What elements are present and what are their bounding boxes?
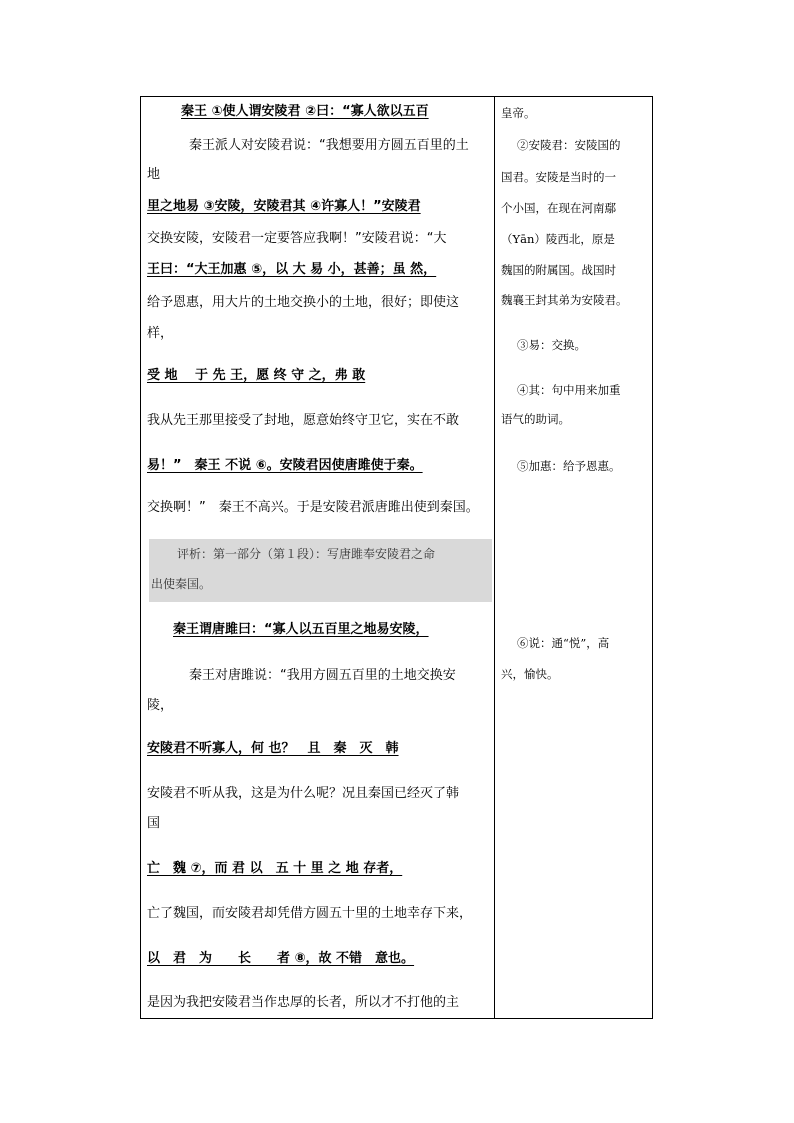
translation-line: 给予恩惠，用大片的土地交换小的土地，很好；即使这 [147,295,460,310]
annotation-table [140,96,653,1019]
translation-line: 亡了魏国，而安陵君却凭借方圆五十里的土地幸存下来， [147,906,473,921]
translation-line: 地 [147,167,161,182]
column-divider [494,97,495,1018]
note-line: 皇帝。 [501,106,536,120]
original-line: 王曰：“大王加惠 ⑤，以 大 易 小，甚善；虽 然， [147,262,437,277]
notes-column [501,97,649,1018]
translation-line: 秦王派人对安陵君说：“我想要用方圆五百里的土 [189,138,469,153]
translation-line: 我从先王那里接受了封地，愿意始终守卫它，实在不敢 [147,413,460,428]
note-line: 语气的助词。 [501,412,570,426]
note-line: ④其：句中用来加重 [517,383,621,397]
commentary-box [149,539,492,602]
original-line: 里之地易 ③安陵，安陵君其 ④许寡人！”安陵君 [147,199,421,214]
translation-line: 是因为我把安陵君当作忠厚的长者，所以才不打他的主 [147,995,460,1010]
note-line: ③易：交换。 [517,338,586,352]
note-line: 兴，愉快。 [501,667,559,681]
translation-line: 安陵君不听从我，这是为什么呢？况且秦国已经灭了韩 [147,786,460,801]
translation-line: 样， [147,326,174,341]
note-line: 魏国的附属国。战国时 [501,263,616,277]
original-line: 亡 魏 ⑦，而 君 以 五 十 里 之 地 存者， [147,861,403,876]
note-line: 个小国，在现在河南鄢 [501,201,616,215]
original-line: 秦王 ①使人谓安陵君 ②曰：“寡人欲以五百 [181,104,429,119]
original-line: 以 君 为 长 者 ⑧，故 不错 意也。 [147,951,415,966]
original-line: 易！” 秦王 不说 ⑥。安陵君因使唐雎使于秦。 [147,458,423,473]
note-line: 国君。安陵是当时的一 [501,170,616,184]
note-line: 魏襄王封其弟为安陵君。 [501,293,628,307]
translation-line: 交换啊！” 秦王不高兴。于是安陵君派唐雎出使到秦国。 [147,500,479,515]
translation-line: 国 [147,816,161,831]
translation-line: 秦王对唐雎说：“我用方圆五百里的土地交换安 [189,668,456,683]
original-line: 安陵君不听寡人，何 也？ 且 秦 灭 韩 [147,741,399,756]
note-line: ②安陵君：安陵国的 [517,138,621,152]
commentary-line: 评析：第一部分（第１段）：写唐雎奉安陵君之命 [177,547,436,561]
note-line: ⑥说：通“悦”，高 [517,636,610,650]
original-line: 秦王谓唐雎曰：“寡人以五百里之地易安陵， [173,622,429,637]
translation-line: 交换安陵，安陵君一定要答应我啊！”安陵君说：“大 [147,231,447,246]
original-line: 受 地 于 先 王，愿 终 守 之，弗 敢 [147,368,366,383]
note-line: ⑤加惠：给予恩惠。 [517,459,621,473]
translation-line: 陵， [147,698,174,713]
note-line: （Yān）陵西北，原是 [501,232,615,246]
commentary-line: 出使秦国。 [151,577,212,591]
text-column [147,97,490,1018]
